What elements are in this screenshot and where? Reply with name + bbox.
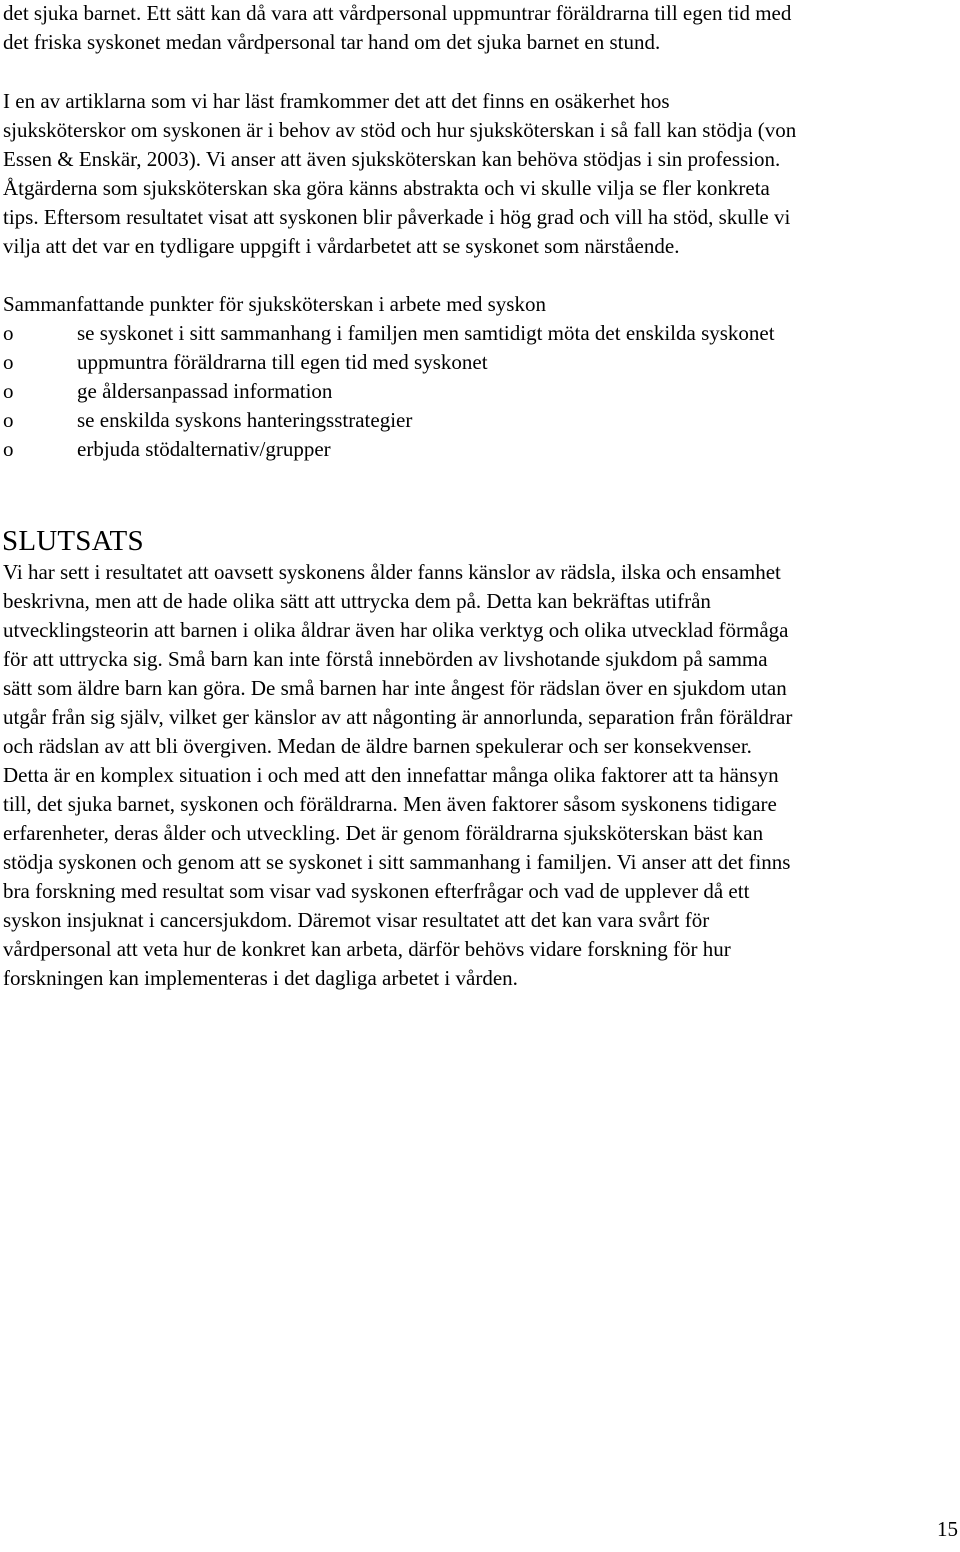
- text-line: sjuksköterskor om syskonen är i behov av stöd och hur sjuksköterskan i så fall kan stödja (von: [3, 118, 797, 142]
- text-line: Detta är en komplex situation i och med att den innefattar många olika faktorer att ta hänsyn: [3, 763, 779, 787]
- text-line: tips. Eftersom resultatet visat att syskonen blir påverkade i hög grad och vill ha stöd, skulle vi: [3, 205, 791, 229]
- text-line: beskrivna, men att de hade olika sätt att uttrycka dem på. Detta kan bekräftas utifrån: [3, 589, 711, 613]
- text-line: och rädslan av att bli övergiven. Medan de äldre barnen spekulerar och ser konsekvenser.: [3, 734, 752, 758]
- text-line: sätt som äldre barn kan göra. De små barnen har inte ångest för rädslan över en sjukdom utan: [3, 676, 787, 700]
- list-item-text: ge åldersanpassad information: [77, 379, 333, 403]
- bullet-marker: o: [3, 379, 14, 403]
- paragraph-continuation: [3, 0, 958, 57]
- bullet-marker: o: [3, 350, 14, 374]
- text-line: för att uttrycka sig. Små barn kan inte förstå innebörden av livshotande sjukdom på samma: [3, 647, 768, 671]
- text-line: forskningen kan implementeras i det dagliga arbetet i vården.: [3, 966, 518, 990]
- page-number: 15: [937, 1517, 958, 1541]
- text-line: stödja syskonen och genom att se syskonet i sitt sammanhang i familjen. Vi anser att det finns: [3, 850, 791, 874]
- text-line: erfarenheter, deras ålder och utveckling. Det är genom föräldrarna sjuksköterskan bäst kan: [3, 821, 764, 845]
- paragraph-conclusion: [3, 558, 958, 993]
- list-item-text: uppmuntra föräldrarna till egen tid med syskonet: [77, 350, 488, 374]
- paragraph-discussion: [3, 87, 958, 261]
- text-line: I en av artiklarna som vi har läst framkommer det att det finns en osäkerhet hos: [3, 89, 670, 113]
- text-line: det sjuka barnet. Ett sätt kan då vara att vårdpersonal uppmuntrar föräldrarna till egen tid med: [3, 1, 792, 25]
- text-line: vårdpersonal att veta hur de konkret kan arbeta, därför behövs vidare forskning för hur: [3, 937, 731, 961]
- text-line: Essen & Enskär, 2003). Vi anser att även sjuksköterskan kan behöva stödjas i sin profession.: [3, 147, 781, 171]
- bullet-marker: o: [3, 408, 14, 432]
- list-item-text: se syskonet i sitt sammanhang i familjen men samtidigt möta det enskilda syskonet: [77, 321, 775, 345]
- text-line: till, det sjuka barnet, syskonen och föräldrarna. Men även faktorer såsom syskonens tidigare: [3, 792, 777, 816]
- text-line: syskon insjuknat i cancersjukdom. Däremot visar resultatet att det kan vara svårt för: [3, 908, 710, 932]
- text-line: bra forskning med resultat som visar vad syskonen efterfrågar och vad de upplever då ett: [3, 879, 750, 903]
- section-heading: SLUTSATS: [2, 525, 144, 557]
- text-line: det friska syskonet medan vårdpersonal tar hand om det sjuka barnet en stund.: [3, 30, 661, 54]
- text-line: Åtgärderna som sjuksköterskan ska göra känns abstrakta och vi skulle vilja se fler konkreta: [3, 176, 770, 200]
- list-item-text: erbjuda stödalternativ/grupper: [77, 437, 331, 461]
- text-line: utgår från sig själv, vilket ger känslor av att någonting är annorlunda, separation från föräldrar: [3, 705, 793, 729]
- summary-heading: Sammanfattande punkter för sjuksköterskan i arbete med syskon: [3, 292, 546, 316]
- bullet-marker: o: [3, 437, 14, 461]
- list-item-text: se enskilda syskons hanteringsstrategier: [77, 408, 413, 432]
- bullet-marker: o: [3, 321, 14, 345]
- text-line: Vi har sett i resultatet att oavsett syskonens ålder fanns känslor av rädsla, ilska och ensamhet: [3, 560, 781, 584]
- text-line: utvecklingsteorin att barnen i olika åldrar även har olika verktyg och olika utvecklad förmåga: [3, 618, 789, 642]
- text-line: vilja att det var en tydligare uppgift i vårdarbetet att se syskonet som närstående.: [3, 234, 680, 258]
